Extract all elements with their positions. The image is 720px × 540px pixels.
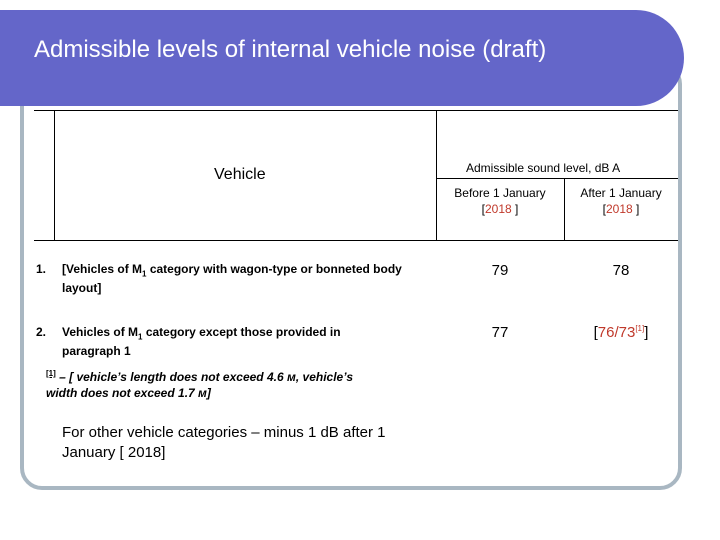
row-2-after-value: [76/73[1]] (593, 324, 649, 341)
before-label: Before 1 January (454, 186, 546, 200)
title-underline (30, 106, 640, 108)
title-bar (0, 10, 684, 106)
vehicle-column-header: Vehicle (214, 166, 266, 183)
before-year: 2018 (484, 202, 512, 216)
footnote-text: – [ vehicle’s length does not exceed 4.6 м, vehicle’s width does not exceed 1.7 м] (46, 370, 354, 400)
row-1-before-value: 79 (491, 262, 509, 279)
number-column-divider (54, 110, 55, 240)
after-year: 2018 (605, 202, 633, 216)
sound-level-header: Admissible sound level, dB A (466, 161, 621, 175)
row-2-description: Vehicles of $M_1$ category except those provided in paragraph 1 (62, 325, 341, 359)
row-2-before-value: 77 (491, 324, 509, 341)
vehicle-column-divider (436, 110, 437, 240)
after-label: After 1 January (580, 186, 662, 200)
row-2-number: 2. (36, 325, 47, 339)
row-1-after-value: 78 (612, 262, 630, 279)
footnote-mark: [1] (46, 369, 56, 378)
slide-title: Admissible levels of internal vehicle noise (draft) (34, 36, 547, 63)
after-date-header: After 1 January [2018 ] (580, 186, 662, 216)
row-1-description: [Vehicles of $M_1$ category with wagon-type or bonneted body layout] (62, 262, 402, 296)
subheader-divider (436, 178, 678, 179)
row-1-number: 1. (36, 262, 47, 276)
before-date-header: Before 1 January [2018 ] (454, 186, 546, 216)
table-header-bottom-border (34, 240, 678, 241)
footnote (46, 366, 376, 401)
other-categories-note: For other vehicle categories – minus 1 dB after 1 January [ 2018] (62, 424, 386, 461)
table-top-border (34, 110, 678, 111)
